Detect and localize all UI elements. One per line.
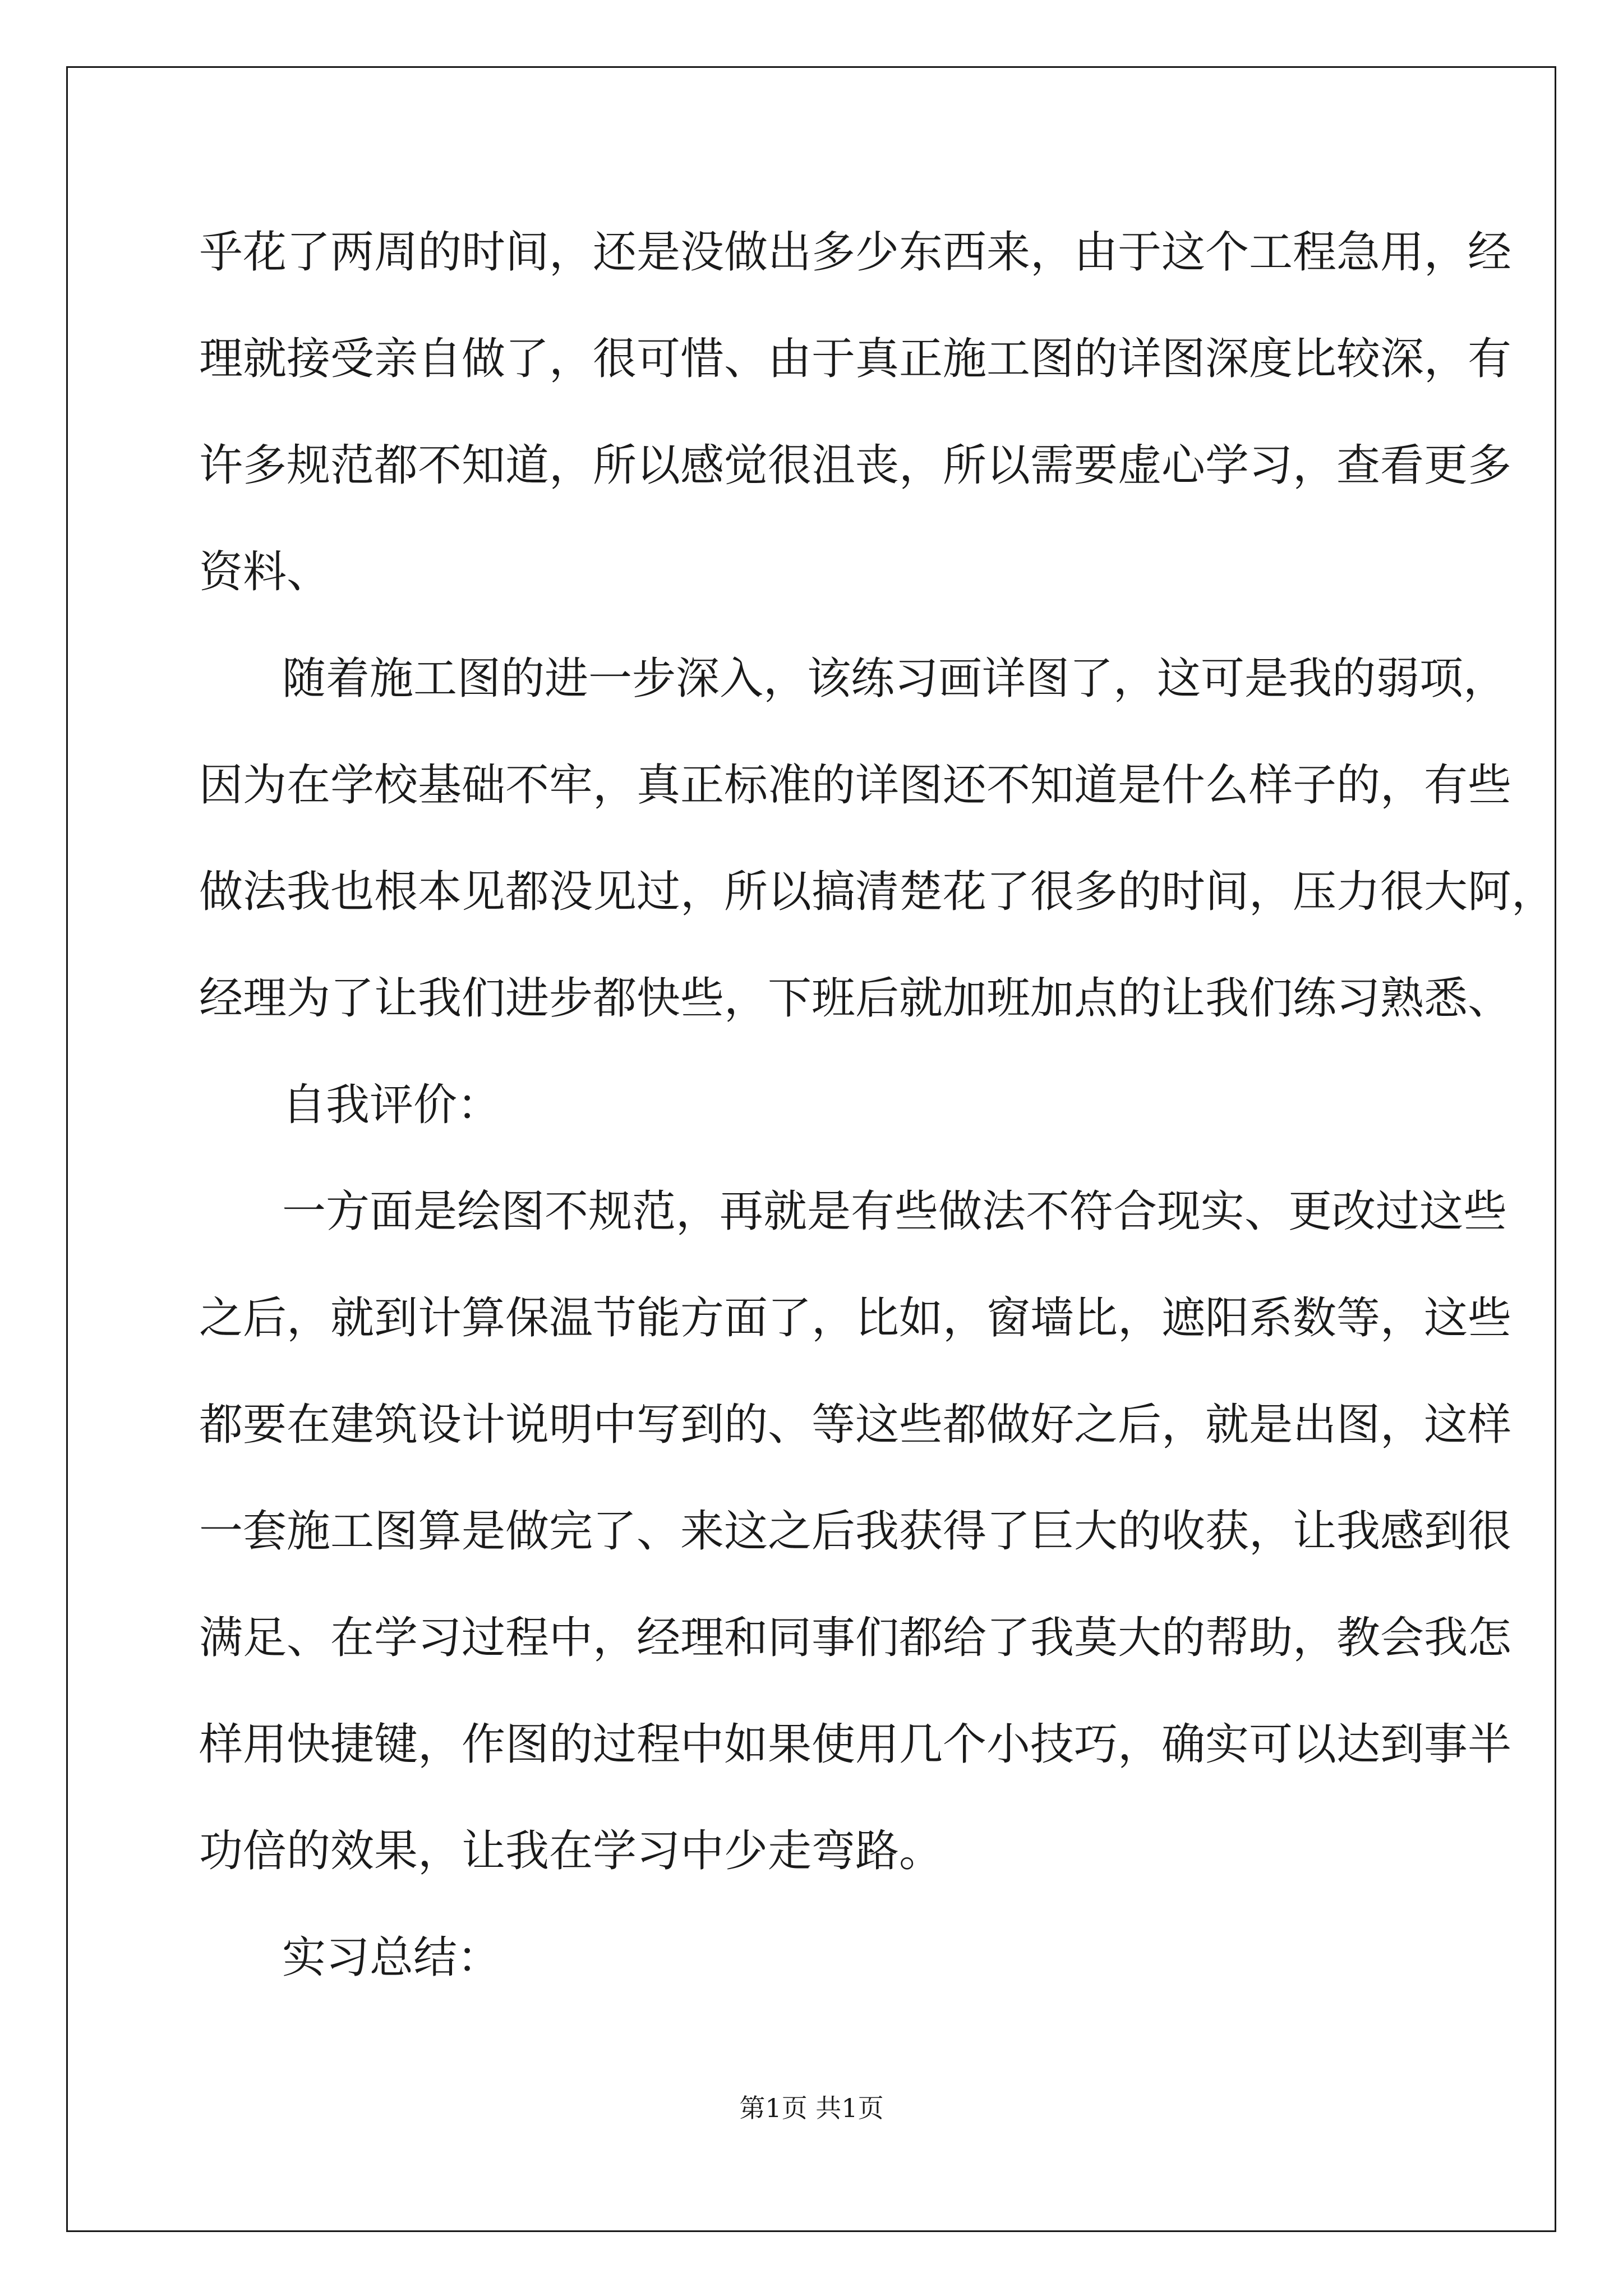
text-line: 因为在学校基础不牢，真正标准的详图还不知道是什么样子的，有些 xyxy=(199,760,1512,811)
text-line: 许多规范都不知道，所以感觉很沮丧，所以需要虚心学习，查看更多 xyxy=(199,440,1512,491)
text-line: 功倍的效果，让我在学习中少走弯路。 xyxy=(199,1826,943,1876)
text-line: 乎花了两周的时间，还是没做出多少东西来，由于这个工程急用，经 xyxy=(199,227,1512,278)
text-line: 满足、在学习过程中，经理和同事们都给了我莫大的帮助，教会我怎 xyxy=(199,1613,1512,1663)
text-line: 都要在建筑设计说明中写到的、等这些都做好之后，就是出图，这样 xyxy=(199,1400,1512,1450)
page-border xyxy=(66,66,1556,2232)
text-line: 一套施工图算是做完了、来这之后我获得了巨大的收获，让我感到很 xyxy=(199,1506,1512,1557)
text-line: 随着施工图的进一步深入，该练习画详图了，这可是我的弱项， xyxy=(282,654,1507,704)
text-line: 一方面是绘图不规范，再就是有些做法不符合现实、更改过这些 xyxy=(282,1186,1507,1237)
text-line: 样用快捷键，作图的过程中如果使用几个小技巧，确实可以达到事半 xyxy=(199,1719,1512,1770)
text-line: 理就接受亲自做了，很可惜、由于真正施工图的详图深度比较深，有 xyxy=(199,334,1512,384)
section-heading: 自我评价： xyxy=(282,1080,501,1130)
text-line: 做法我也根本见都没见过，所以搞清楚花了很多的时间，压力很大阿， xyxy=(199,867,1556,917)
text-line: 之后，就到计算保温节能方面了，比如，窗墙比，遮阳系数等，这些 xyxy=(199,1293,1512,1343)
page-footer: 第1页 共1页 xyxy=(739,2093,884,2123)
section-heading: 实习总结： xyxy=(282,1932,501,1983)
text-line: 经理为了让我们进步都快些，下班后就加班加点的让我们练习熟悉、 xyxy=(199,973,1512,1024)
text-line: 资料、 xyxy=(199,547,331,597)
